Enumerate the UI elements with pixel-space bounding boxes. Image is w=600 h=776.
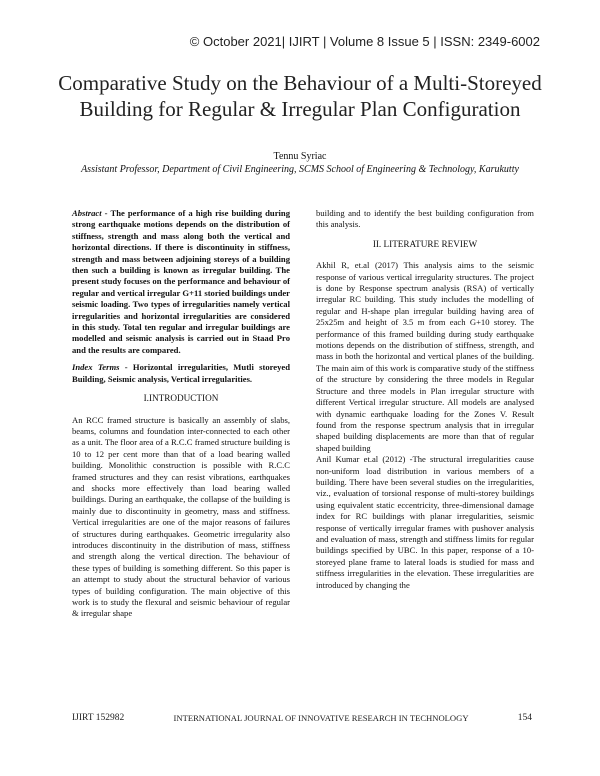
author-name: Tennu Syriac [273,151,327,162]
footer-journal-name: INTERNATIONAL JOURNAL OF INNOVATIVE RESEARCH IN TECHNOLOGY [173,713,469,723]
title-line-1: Comparative Study on the Behaviour of a Multi-Storeyed [58,71,542,95]
abstract-label: Abstract [72,208,102,218]
introduction-paragraph: An RCC framed structure is basically an assembly of slabs, beams, columns and foundation inter-connected to each other as a unit. The floor area of a R.C.C framed structure building is 10 to 12 per cent more than that of a load bearing walled building. Monolithic construction is possible with R.C.C framed structures and they can resist vibrations, earthquakes and shocks more effectively than load bearing walled buildings. During an earthquake, the collapse of the building is mainly due to discontinuity in geometry, mass and stiffness. Vertical irregularities are one of the major reasons of failures of structures during earthquakes. Geometric irregularity also introduces discontinuity in the distribution of mass, stiffness and strength along the vertical direction. The behaviour of these types of building is something different. So this paper is an attempt to study about the structural behavior of various types of building configuration. The main objective of this work is to study the flexural and seismic behaviour of regular & irregular shape [72,414,290,619]
introduction-continuation: building and to identify the best building configuration from this analysis. [316,208,534,230]
page-footer [72,713,532,723]
literature-paragraph-1: Akhil R, et.al (2017) This analysis aims to the seismic response of various vertical irregularity structures. The project is done by Response spectrum analysis (RSA) of vertically irregular RC building. This study includes the modelling of regular and H-shape plan irregular building having area of 25x25m and height of 3.5 m from each G+10 storey. The performance of this framed building during study earthquake motions depends on the distribution of stiffness, strength, and mass in both the horizontal and vertical planes of the building. The main aim of this work is comparative study of the stiffness of the structure by considering the three models in Regular Structure and three models in Plan irregular structure with different Vertical irregular structure. All models are analysed with dynamic earthquake loading for the Zones V. Result found from the response spectrum analysis that in irregular shaped building displacements are more than that of regular shaped building [316,260,534,453]
paper-title [40,70,560,122]
abstract-text: - The performance of a high rise building during strong earthquake motions depends on the distribution of stiffness, strength and mass along both the vertical and horizontal directions. If there is discontinuity in stiffness, strength and mass between adjoining storeys of a building then such a building is known as irregular building. The present study focuses on the performance and behaviour of regular and vertical irregular G+11 storied buildings under seismic loading. Two types of irregularities namely vertical irregularities and horizontal irregularities are considered in this study. Total ten regular and irregular buildings are modelled and seismic analysis is carried out in Staad Pro and the results are compared. [72,208,290,355]
author-affiliation: Assistant Professor, Department of Civil Engineering, SCMS School of Engineering & Technology, Karukutty [81,164,519,175]
abstract [72,208,290,356]
right-column [316,208,534,597]
left-column [72,208,290,626]
journal-header: © October 2021| IJIRT | Volume 8 Issue 5 | ISSN: 2349-6002 [189,34,540,49]
index-terms-label: Index Terms [72,362,120,373]
index-terms-text: - Horizontal irregularities, Mutli storeyed Building, Seismic analysis, Vertical irregularities. [72,362,290,384]
title-line-2: Building for Regular & Irregular Plan Configuration [79,97,521,121]
section-heading-literature-review: II. LITERATURE REVIEW [372,238,478,249]
footer-paper-id: IJIRT 152982 [72,713,125,723]
page-number: 154 [517,713,532,723]
section-heading-introduction: I.INTRODUCTION [143,393,219,404]
literature-paragraph-2: Anil Kumar et.al (2012) -The structural irregularities cause non-uniform load distribution in various members of a building. There have been several studies on the irregularities, viz., evaluation of torsional response of multi-storey buildings using equivalent static eccentricity, three-dimensional damage index for RC buildings with planar irregularities, seismic response of vertically irregular frames with pushover analysis and evaluation of mass, strength and stiffness limits for regular buildings specified by UBC. In this paper, response of a 10-storeyed plane frame to lateral loads is studied for mass and stiffness irregularities in the elevation. These irregularities are introduced by changing the [316,454,534,590]
index-terms [72,362,290,385]
